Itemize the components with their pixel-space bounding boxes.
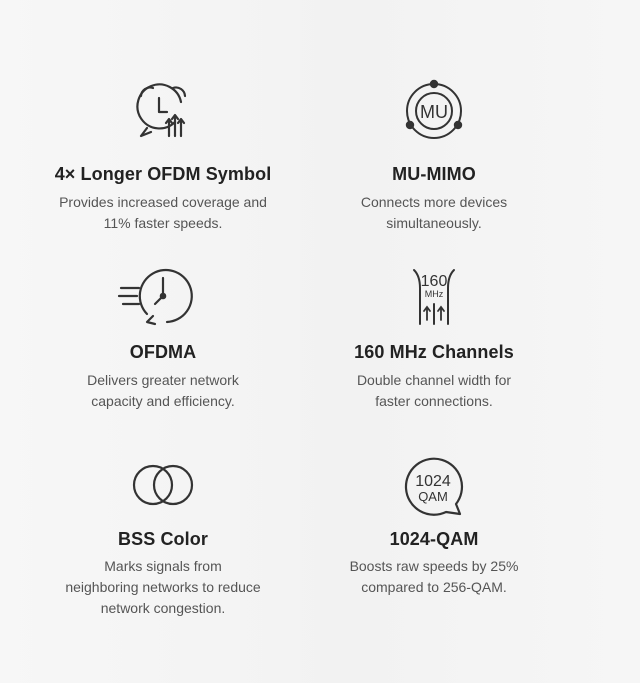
qam-1024-icon (402, 454, 466, 523)
feature-title: OFDMA (129, 342, 197, 362)
feature-description-line: compared to 256-QAM. (361, 579, 507, 595)
channel-icon-unit: MHz (424, 289, 444, 299)
feature-title: 1024-QAM (389, 529, 479, 549)
feature-description-line: simultaneously. (386, 215, 482, 231)
feature-ofdm-symbol (13, 82, 313, 232)
mu-mimo-icon-text: MU (420, 102, 448, 122)
feature-description (284, 556, 584, 598)
feature-description-line: Provides increased coverage and (59, 194, 267, 210)
feature-description-line: Delivers greater network (87, 372, 239, 388)
feature-1024-qam (284, 454, 584, 624)
bss-color-icon (131, 462, 195, 513)
feature-bss-color (13, 462, 313, 632)
mu-mimo-icon (402, 78, 466, 147)
feature-title: 160 MHz Channels (354, 342, 514, 362)
feature-description-line: Marks signals from (104, 558, 222, 574)
feature-description-line: Boosts raw speeds by 25% (349, 558, 519, 574)
channel-icon-number: 160 (420, 273, 448, 290)
feature-description-line: 11% faster speeds. (103, 215, 223, 231)
feature-description (284, 192, 584, 234)
feature-ofdma (13, 266, 313, 416)
feature-description (13, 556, 313, 619)
feature-description-line: Connects more devices (360, 194, 508, 210)
feature-title: BSS Color (118, 529, 208, 549)
feature-mu-mimo (284, 78, 584, 231)
qam-icon-number: 1024 (415, 473, 451, 490)
feature-description-line: Double channel width for (356, 372, 512, 388)
feature-description-line: faster connections. (375, 393, 493, 409)
feature-title: 4× Longer OFDM Symbol (54, 164, 272, 184)
fast-clock-icon (117, 266, 197, 335)
feature-description (13, 192, 313, 234)
feature-title: MU-MIMO (392, 164, 476, 184)
alarm-clock-icon (133, 82, 193, 147)
feature-description-line: network congestion. (100, 600, 226, 616)
feature-description (284, 370, 584, 412)
feature-description (13, 370, 313, 412)
feature-description-line: capacity and efficiency. (91, 393, 235, 409)
feature-description-line: neighboring networks to reduce (65, 579, 261, 595)
qam-icon-label: QAM (418, 489, 448, 504)
channel-160mhz-icon (402, 266, 466, 335)
feature-160mhz-channels (284, 266, 584, 416)
